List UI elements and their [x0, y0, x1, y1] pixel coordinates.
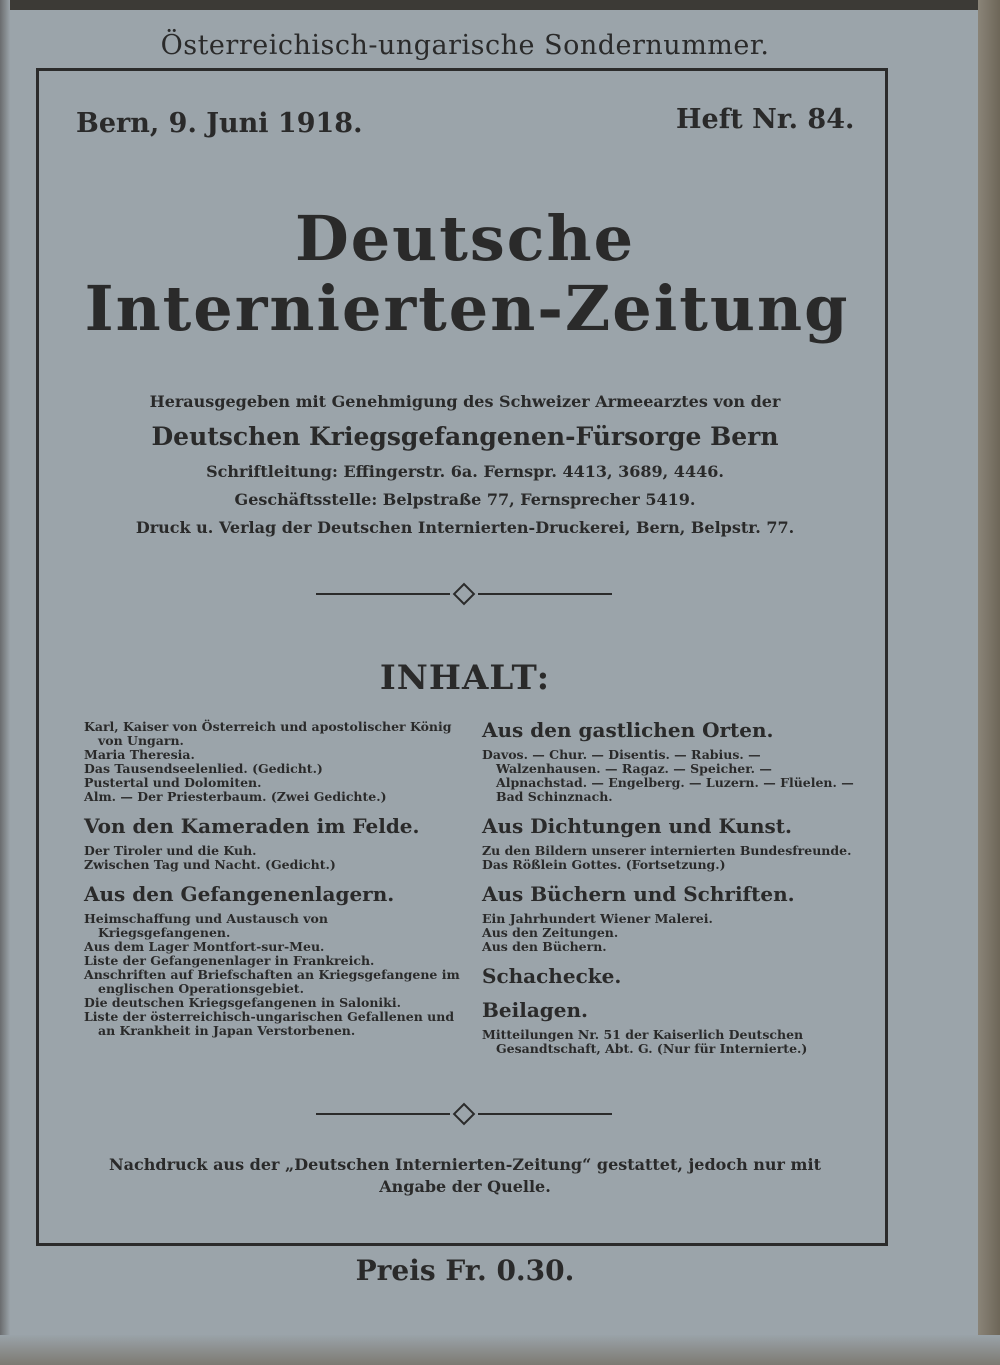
contents-item: Ein Jahrhundert Wiener Malerei.	[482, 911, 713, 926]
contents-item: Pustertal und Dolomiten.	[84, 775, 262, 790]
contents-item: Alm. — Der Priesterbaum. (Zwei Gedichte.)	[84, 789, 387, 804]
contents-item: Liste der österreichisch-ungarischen Gefallenen und an Krankheit in Japan Verstorbenen.	[84, 1009, 455, 1038]
contents-item: Das Tausendseelenlied. (Gedicht.)	[84, 761, 323, 776]
contents-item: Karl, Kaiser von Österreich und apostolischer König von Ungarn.	[84, 719, 452, 748]
printer-line: Druck u. Verlag der Deutschen Internierten-Druckerei, Bern, Belpstr. 77.	[135, 518, 795, 537]
divider-line-left	[316, 1113, 450, 1115]
page-top-edge	[0, 0, 1000, 10]
contents-section-heading: Von den Kameraden im Felde.	[84, 814, 420, 838]
contents-item: Aus den Büchern.	[482, 939, 607, 954]
special-edition-label: Österreichisch-ungarische Sondernummer.	[160, 30, 770, 61]
masthead-title-line2: Internierten-Zeitung	[84, 272, 850, 345]
place-date: Bern, 9. Juni 1918.	[76, 108, 363, 139]
contents-item: Mitteilungen Nr. 51 der Kaiserlich Deutschen Gesandtschaft, Abt. G. (Nur für Internierte.)	[482, 1027, 808, 1056]
contents-item: Der Tiroler und die Kuh.	[84, 843, 257, 858]
office-address: Geschäftsstelle: Belpstraße 77, Fernsprecher 5419.	[234, 490, 696, 509]
contents-section-heading: Aus Dichtungen und Kunst.	[482, 814, 792, 838]
contents-item: Die deutschen Kriegsgefangenen in Saloniki.	[84, 995, 401, 1010]
editorial-address: Schriftleitung: Effingerstr. 6a. Fernspr. 4413, 3689, 4446.	[206, 462, 724, 481]
divider-ornament-bottom	[316, 1104, 612, 1124]
contents-item: Maria Theresia.	[84, 747, 195, 762]
contents-section-heading: Aus den gastlichen Orten.	[482, 718, 774, 742]
contents-item: Zu den Bildern unserer internierten Bundesfreunde.	[482, 843, 852, 858]
contents-section-heading: Schachecke.	[482, 964, 622, 988]
page-bottom-edge	[0, 1335, 1000, 1365]
reprint-notice: Nachdruck aus der „Deutschen Internierten-Zeitung“ gestattet, jedoch nur mit Angabe der Quelle.	[109, 1155, 821, 1196]
contents-item: Zwischen Tag und Nacht. (Gedicht.)	[84, 857, 336, 872]
contents-item: Davos. — Chur. — Disentis. — Rabius. — Walzenhausen. — Ragaz. — Speicher. — Alpnachstad. — Engelberg. — Luzern. — Flüelen. — Bad Schinznach.	[482, 747, 854, 804]
contents-item: Das Rößlein Gottes. (Fortsetzung.)	[482, 857, 726, 872]
divider-line-right	[478, 1113, 612, 1115]
contents-item: Liste der Gefangenenlager in Frankreich.	[84, 953, 375, 968]
contents-section-heading: Beilagen.	[482, 998, 588, 1022]
divider-line-left	[316, 593, 450, 595]
price-label: Preis Fr. 0.30.	[355, 1254, 575, 1287]
contents-section-heading: Aus Büchern und Schriften.	[482, 882, 795, 906]
divider-line-right	[478, 593, 612, 595]
contents-item: Heimschaffung und Austausch von Kriegsgefangenen.	[84, 911, 328, 940]
contents-right-column	[482, 708, 862, 1056]
publisher-line1: Herausgegeben mit Genehmigung des Schweizer Armeearztes von der	[149, 392, 781, 411]
contents-item: Aus den Zeitungen.	[482, 925, 619, 940]
contents-section-heading: Aus den Gefangenenlagern.	[84, 882, 395, 906]
divider-ornament-top	[316, 584, 612, 604]
issue-number: Heft Nr. 84.	[676, 104, 855, 135]
diamond-icon	[453, 1103, 476, 1126]
contents-heading: INHALT:	[379, 658, 551, 698]
contents-left-column	[84, 720, 464, 1038]
diamond-icon	[453, 583, 476, 606]
publisher-name: Deutschen Kriegsgefangenen-Fürsorge Bern	[151, 422, 779, 451]
contents-item: Anschriften auf Briefschaften an Kriegsgefangene im englischen Operationsgebiet.	[84, 967, 460, 996]
book-spine-edge	[978, 0, 1000, 1365]
contents-item: Aus dem Lager Montfort-sur-Meu.	[84, 939, 325, 954]
masthead-title-line1: Deutsche	[294, 202, 636, 275]
